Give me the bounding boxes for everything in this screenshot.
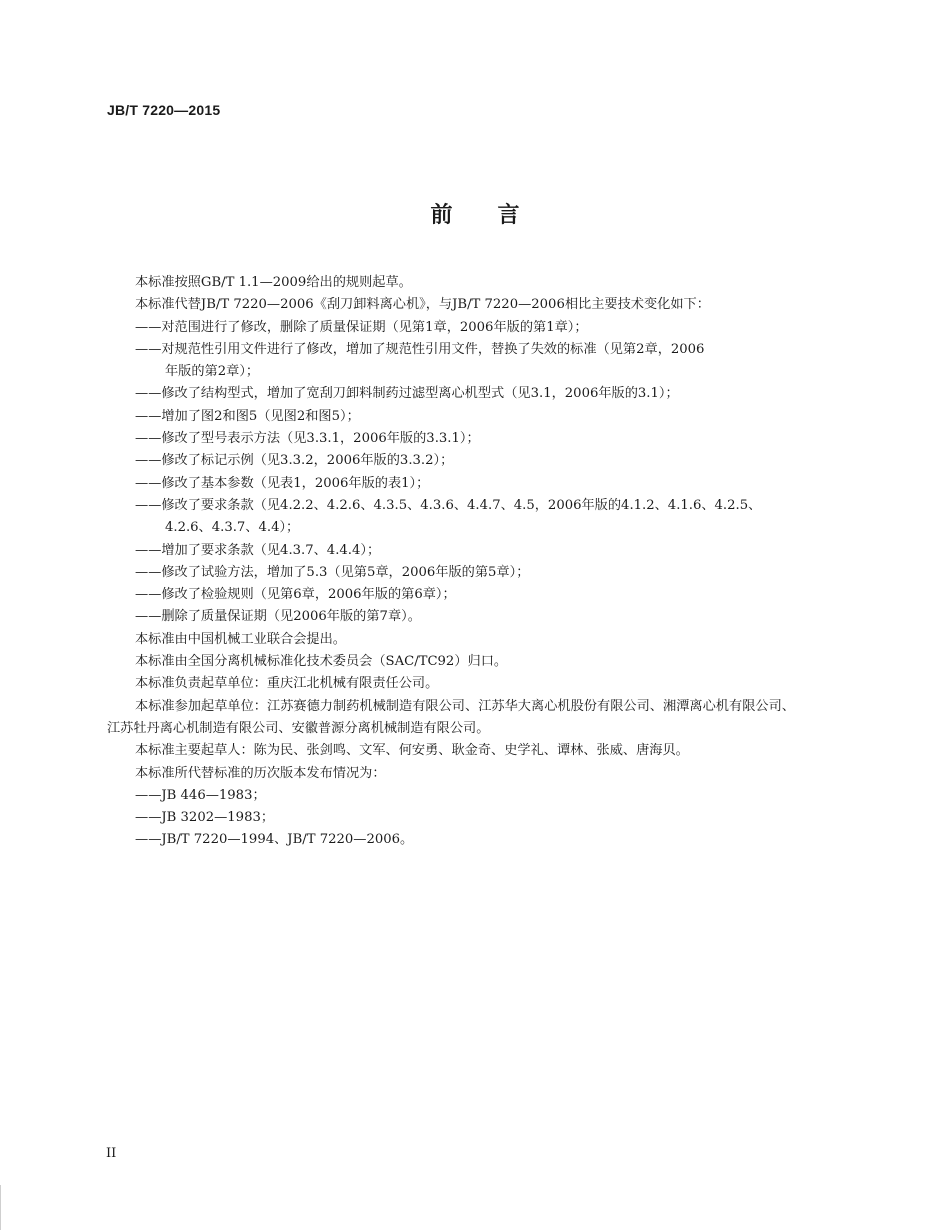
paragraph-replacement: 本标准代替JB/T 7220—2006《刮刀卸料离心机》，与JB/T 7220—2006相比主要技术变化如下： — [135, 297, 710, 313]
paragraph-technical-committee: 本标准由全国分离机械标准化技术委员会（SAC/TC92）归口。 — [135, 654, 508, 670]
change-item — [107, 339, 795, 384]
paragraph-history-intro: 本标准所代替标准的历次版本发布情况为： — [135, 765, 386, 781]
change-item-text: ——修改了检验规则（见第6章，2006年版的第6章）； — [135, 587, 456, 603]
margin-divider — [0, 1185, 1, 1230]
change-item-continuation: 4.2.6、4.3.7、4.4）； — [165, 520, 300, 536]
history-item — [107, 785, 795, 807]
change-item-text: ——修改了试验方法，增加了5.3（见第5章，2006年版的第5章）； — [135, 564, 530, 580]
page-number: II — [106, 1146, 117, 1161]
change-item — [107, 495, 795, 540]
change-item-continuation: 年版的第2章）； — [165, 364, 260, 380]
change-item-text: ——修改了型号表示方法（见3.3.1，2006年版的3.3.1）； — [135, 431, 480, 447]
change-item — [107, 428, 795, 450]
history-item — [107, 807, 795, 829]
history-item-text: ——JB 446—1983； — [135, 787, 266, 803]
change-item-text: ——修改了结构型式，增加了宽刮刀卸料制药过滤型离心机型式（见3.1，2006年版的3.1）； — [135, 386, 679, 402]
change-item-text: ——删除了质量保证期（见2006年版的第7章）。 — [135, 609, 421, 625]
document-body — [107, 272, 795, 852]
page-title: 前言 — [430, 203, 565, 228]
change-item — [107, 450, 795, 472]
paragraph-proposer: 本标准由中国机械工业联合会提出。 — [135, 631, 346, 647]
change-item — [107, 473, 795, 495]
change-item-text: ——对范围进行了修改，删除了质量保证期（见第1章，2006年版的第1章）； — [135, 319, 588, 335]
change-item — [107, 406, 795, 428]
change-item-text: ——修改了标记示例（见3.3.2，2006年版的3.3.2）； — [135, 453, 454, 469]
change-item — [107, 606, 795, 628]
paragraph-responsible-drafter: 本标准负责起草单位：重庆江北机械有限责任公司。 — [135, 676, 439, 692]
paragraph-participating-drafters: 本标准参加起草单位：江苏赛德力制药机械制造有限公司、江苏华大离心机股份有限公司、湘潭离心机有限公司、江苏牡丹离心机制造有限公司、安徽普源分离机械制造有限公司。 — [107, 698, 795, 736]
history-item-text: ——JB 3202—1983； — [135, 810, 275, 826]
change-item-text: ——增加了要求条款（见4.3.7、4.4.4）； — [135, 542, 381, 558]
history-item — [107, 829, 795, 851]
history-item-text: ——JB/T 7220—1994、JB/T 7220—2006。 — [135, 832, 414, 848]
change-item — [107, 584, 795, 606]
paragraph-main-drafters: 本标准主要起草人：陈为民、张剑鸣、文军、何安勇、耿金奇、史学礼、谭林、张威、唐海贝。 — [135, 743, 689, 759]
change-item — [107, 540, 795, 562]
change-item-text: ——对规范性引用文件进行了修改，增加了规范性引用文件，替换了失效的标准（见第2章，2006 — [135, 341, 705, 357]
change-item — [107, 562, 795, 584]
change-item — [107, 317, 795, 339]
change-item-text: ——增加了图2和图5（见图2和图5）； — [135, 408, 360, 424]
change-item — [107, 383, 795, 405]
standard-code: JB/T 7220—2015 — [107, 102, 221, 118]
change-item-text: ——修改了基本参数（见表1，2006年版的表1）； — [135, 475, 430, 491]
paragraph-drafting-rules: 本标准按照GB/T 1.1—2009给出的规则起草。 — [135, 275, 412, 290]
change-item-text: ——修改了要求条款（见4.2.2、4.2.6、4.3.5、4.3.6、4.4.7、4.5，2006年版的4.1.2、4.1.6、4.2.5、 — [135, 497, 762, 513]
